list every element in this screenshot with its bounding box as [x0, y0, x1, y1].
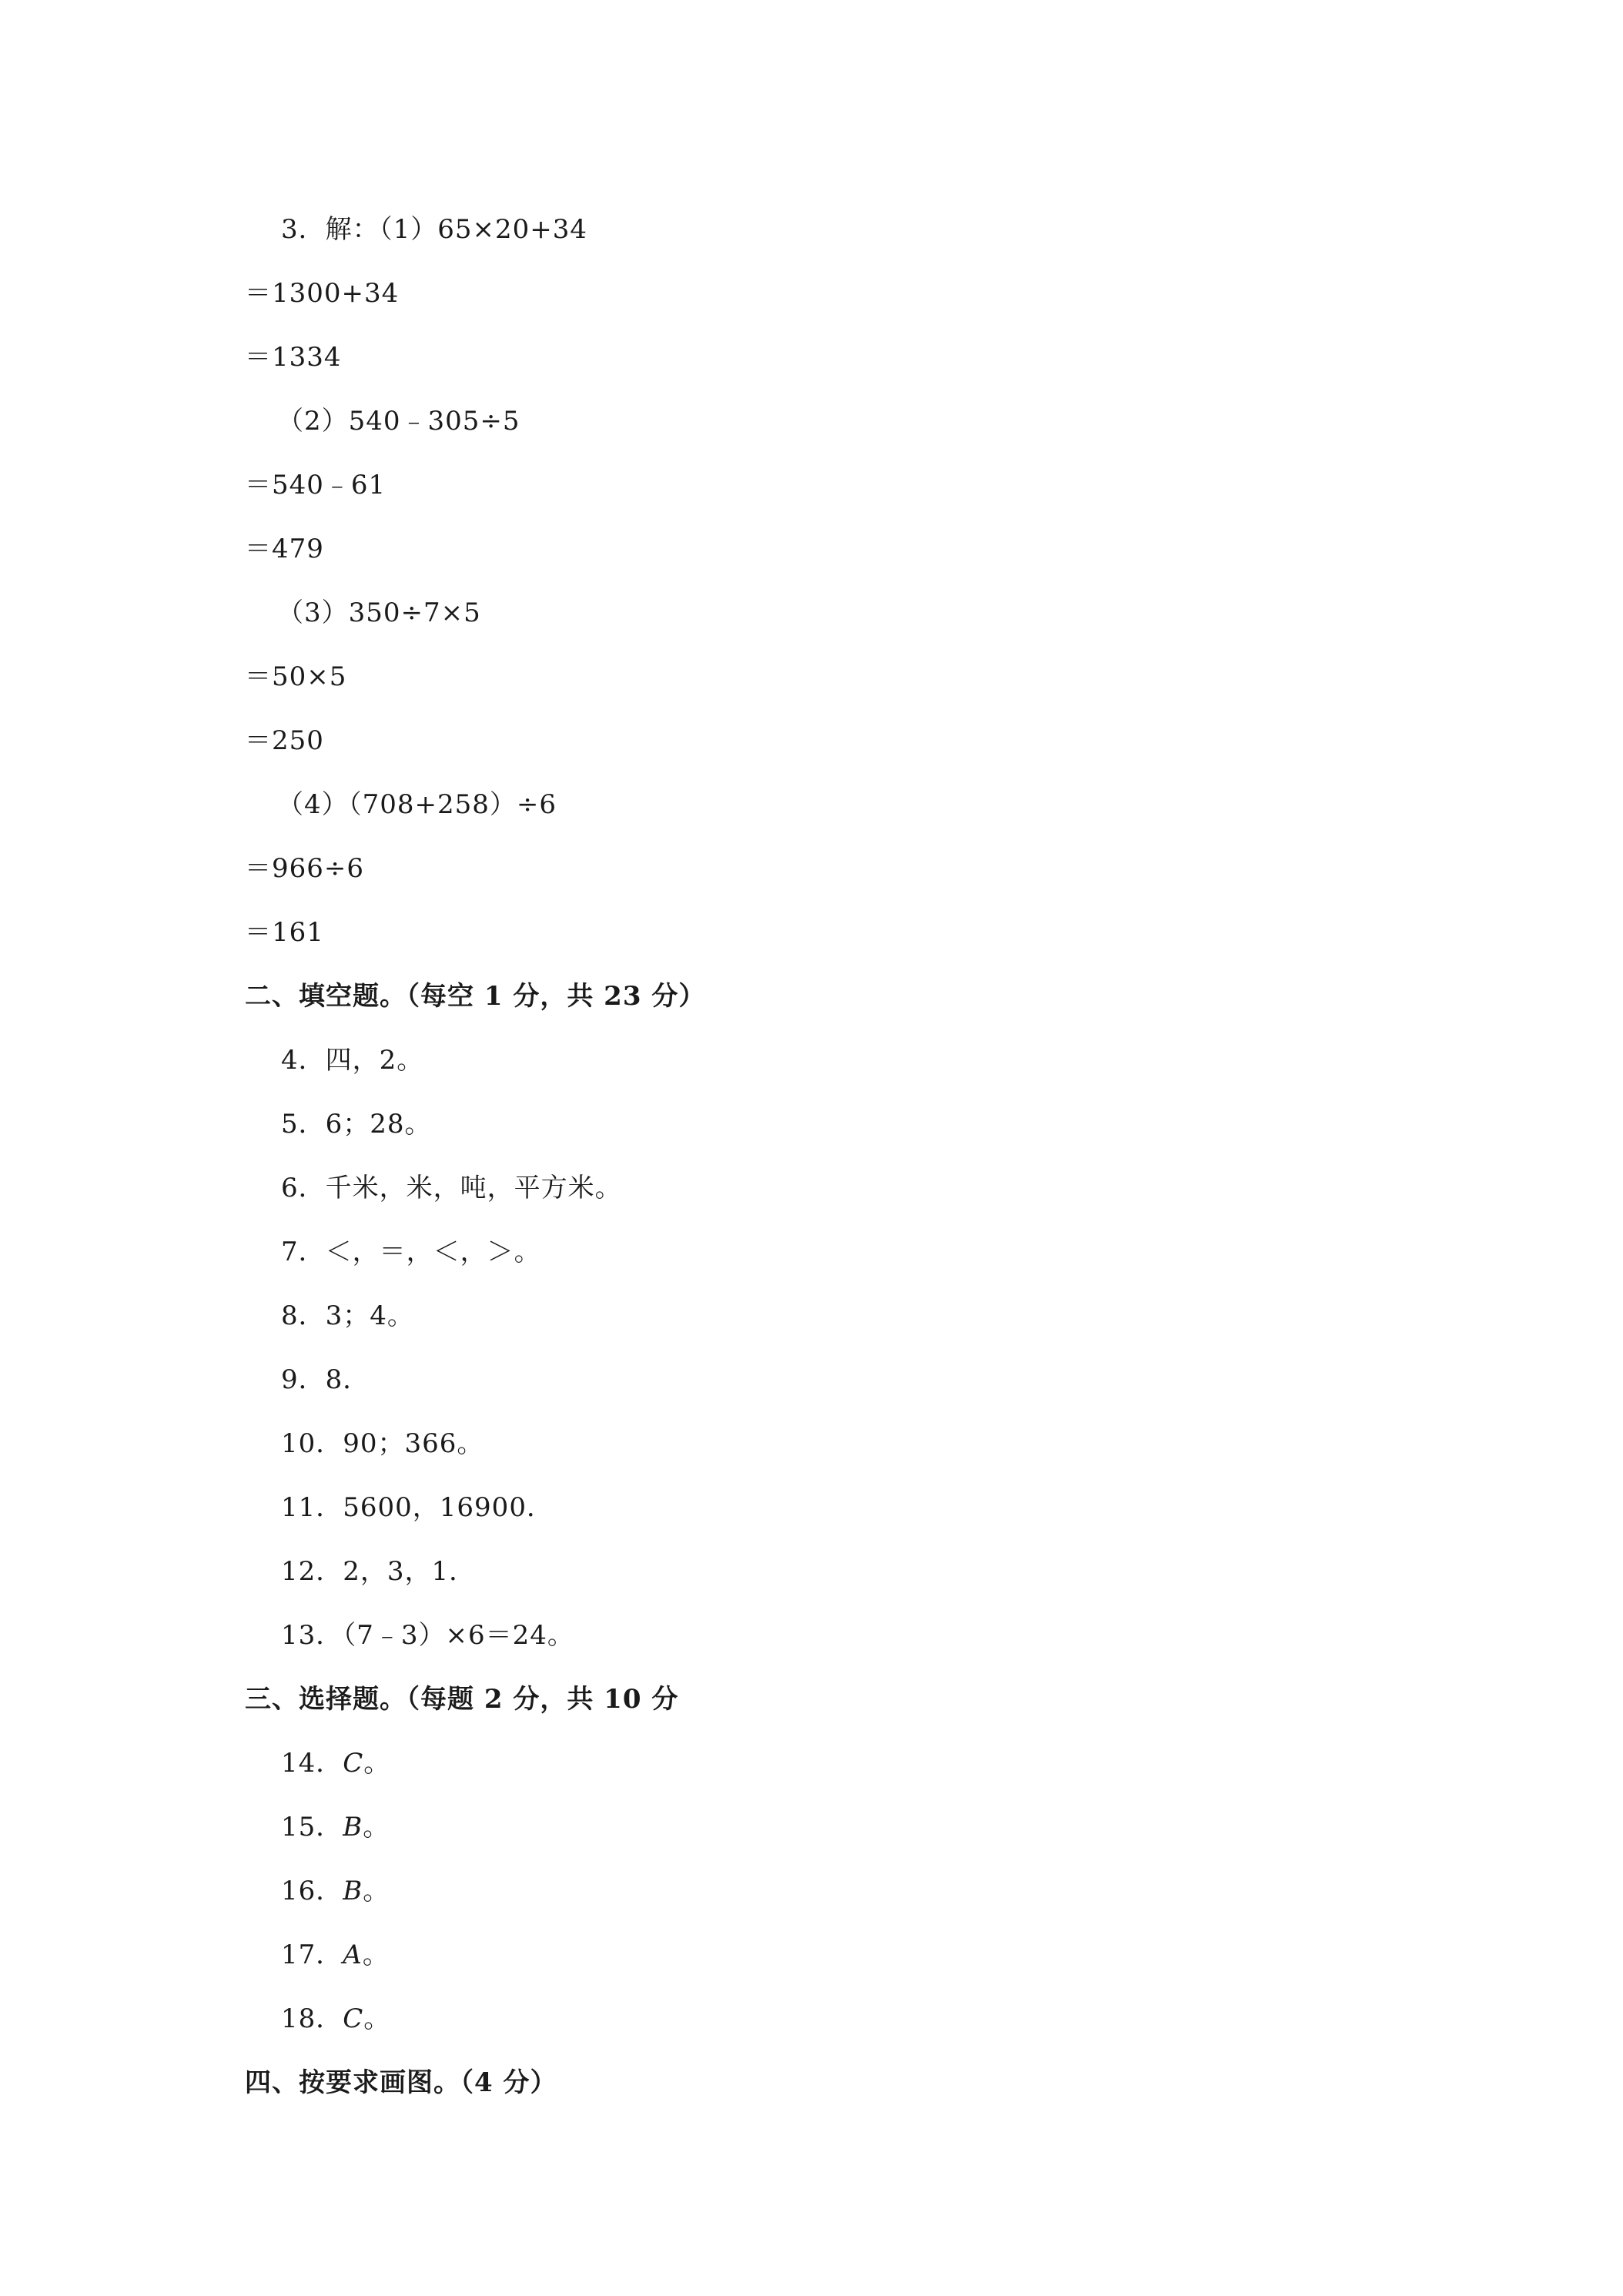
calc-line: （2）540﹣305÷5	[277, 406, 520, 437]
choice-answer	[281, 1876, 390, 1906]
choice-number: 18．	[281, 2003, 343, 2034]
answer-line: 7．＜，＝，＜，＞。	[281, 1237, 541, 1267]
choice-answer	[281, 1812, 390, 1842]
calc-line: ＝966÷6	[245, 853, 365, 884]
choice-letter: B	[343, 1876, 363, 1906]
calc-line: 3．解：（1）65×20+34	[281, 214, 588, 245]
choice-number: 16．	[281, 1876, 343, 1906]
answer-line: 10．90；366。	[281, 1428, 484, 1459]
calc-line: （3）350÷7×5	[277, 597, 481, 628]
choice-answer	[281, 1748, 390, 1779]
choice-number: 14．	[281, 1748, 343, 1779]
choice-end: 。	[363, 1876, 390, 1906]
calc-line: ＝479	[245, 534, 324, 564]
calc-line: ＝161	[245, 917, 324, 948]
choice-end: 。	[362, 1940, 390, 1970]
answer-line: 6．千米，米，吨，平方米。	[281, 1173, 622, 1203]
calc-line: ＝250	[245, 725, 324, 756]
choice-end: 。	[363, 1748, 391, 1779]
choice-number: 17．	[281, 1940, 343, 1970]
choice-letter: A	[343, 1940, 363, 1970]
choice-letter: B	[343, 1812, 363, 1842]
calc-line: （4）（708+258）÷6	[277, 789, 557, 820]
answer-line: 13．（7﹣3）×6＝24。	[281, 1620, 574, 1651]
calc-line: ＝1300+34	[245, 278, 400, 309]
section-heading: 四、按要求画图。（4 分）	[245, 2067, 557, 2098]
choice-answer	[281, 2003, 390, 2034]
choice-letter: C	[343, 1748, 364, 1779]
section-heading: 二、填空题。（每空 1 分，共 23 分）	[245, 981, 706, 1012]
choice-answer	[281, 1940, 390, 1970]
answer-line: 11．5600，16900．	[281, 1492, 554, 1523]
section-heading: 三、选择题。（每题 2 分，共 10 分	[245, 1684, 679, 1715]
answer-line: 8．3；4。	[281, 1300, 414, 1331]
calc-line: ＝540﹣61	[245, 470, 387, 500]
choice-letter: C	[343, 2003, 364, 2034]
choice-end: 。	[363, 1812, 390, 1842]
answer-line: 4．四，2。	[281, 1045, 424, 1076]
choice-end: 。	[363, 2003, 391, 2034]
answer-line: 5．6；28。	[281, 1109, 432, 1140]
calc-line: ＝50×5	[245, 661, 347, 692]
answer-line: 9．8．	[281, 1364, 370, 1395]
choice-number: 15．	[281, 1812, 343, 1842]
answer-line: 12．2，3，1．	[281, 1556, 477, 1587]
calc-line: ＝1334	[245, 342, 342, 373]
